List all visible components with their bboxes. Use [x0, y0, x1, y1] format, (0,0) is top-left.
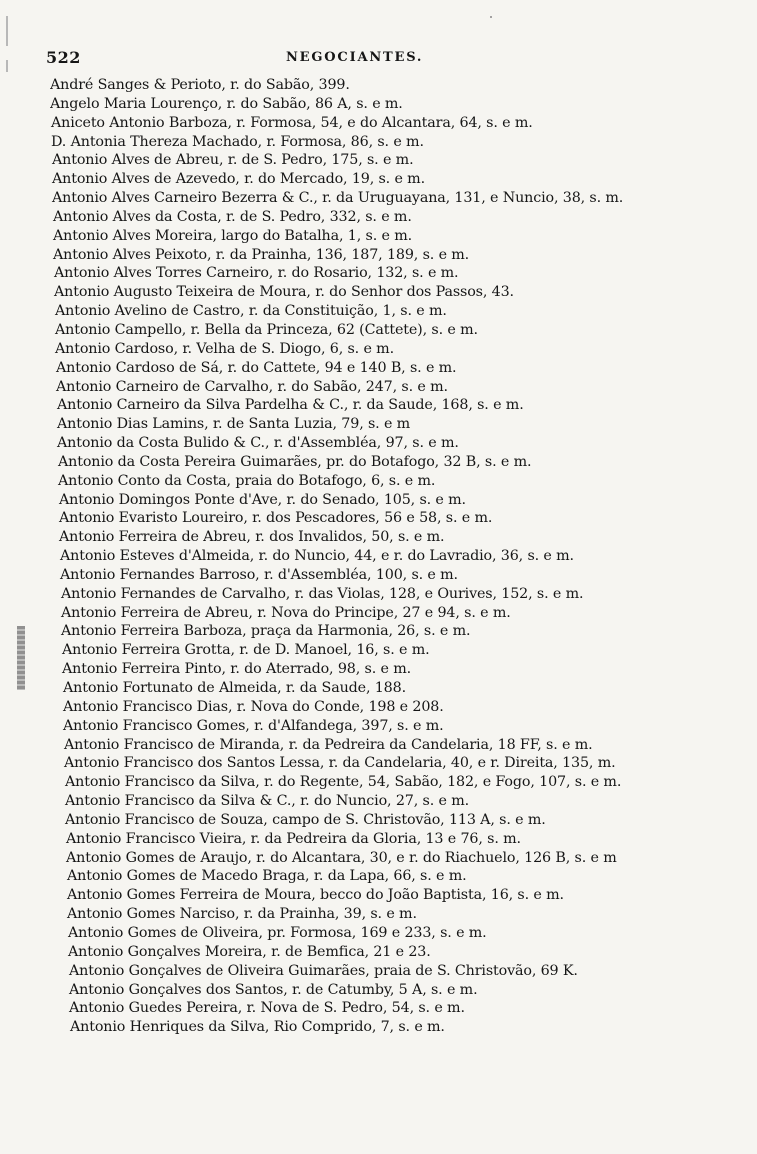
- directory-entry: Antonio Fortunato de Almeida, r. da Saude, 188.: [63, 680, 406, 696]
- directory-entry: Antonio Francisco da Silva & C., r. do Nuncio, 27, s. e m.: [65, 793, 469, 810]
- directory-entry: Antonio Francisco Dias, r. Nova do Conde, 198 e 208.: [63, 698, 444, 715]
- directory-entry: Antonio Conto da Costa, praia do Botafogo, 6, s. e m.: [58, 472, 436, 489]
- directory-entry: Antonio Ferreira de Abreu, r. Nova do Principe, 27 e 94, s. e m.: [61, 604, 511, 621]
- page-number: 522: [46, 48, 81, 67]
- directory-entry: Antonio da Costa Pereira Guimarães, pr. do Botafogo, 32 B, s. e m.: [58, 453, 532, 470]
- directory-entry: André Sanges & Perioto, r. do Sabão, 399.: [50, 77, 350, 93]
- directory-entry: Antonio Alves Peixoto, r. da Prainha, 136, 187, 189, s. e m.: [53, 246, 470, 263]
- directory-entry: Antonio Cardoso de Sá, r. do Cattete, 94 e 140 B, s. e m.: [56, 359, 457, 376]
- page-edge-mark: [6, 16, 8, 46]
- directory-entry: Antonio Carneiro de Carvalho, r. do Sabão, 247, s. e m.: [56, 378, 448, 395]
- directory-entry: Antonio Ferreira Grotta, r. de D. Manoel, 16, s. e m.: [62, 642, 430, 659]
- directory-entry: Antonio Gonçalves de Oliveira Guimarães, praia de S. Christovão, 69 K.: [69, 962, 578, 979]
- directory-entry: Antonio Gomes de Oliveira, pr. Formosa, 169 e 233, s. e m.: [68, 924, 487, 941]
- directory-entry: Antonio Carneiro da Silva Pardelha & C., r. da Saude, 168, s. e m.: [57, 397, 524, 414]
- directory-entry: Antonio Alves de Abreu, r. de S. Pedro, 175, s. e m.: [52, 152, 414, 169]
- directory-entry: Antonio Ferreira Pinto, r. do Aterrado, 98, s. e m.: [62, 661, 412, 678]
- directory-entry: Antonio Alves de Azevedo, r. do Mercado, 19, s. e m.: [52, 171, 425, 188]
- directory-entry: Antonio Alves da Costa, r. de S. Pedro, 332, s. e m.: [53, 208, 412, 225]
- directory-entry: Antonio Gonçalves dos Santos, r. de Catumby, 5 A, s. e m.: [69, 981, 478, 998]
- page-heading: NEGOCIANTES.: [286, 50, 424, 65]
- directory-entry: Antonio Gomes Ferreira de Moura, becco do João Baptista, 16, s. e m.: [67, 887, 564, 904]
- directory-entry: Antonio da Costa Bulido & C., r. d'Assembléa, 97, s. e m.: [57, 435, 459, 452]
- directory-entry: Antonio Francisco da Silva, r. do Regente, 54, Sabão, 182, e Fogo, 107, s. e m.: [65, 774, 622, 791]
- margin-stamp: [17, 626, 25, 690]
- directory-entry: Antonio Gomes Narciso, r. da Prainha, 39, s. e m.: [67, 906, 417, 923]
- directory-entry: Antonio Augusto Teixeira de Moura, r. do Senhor dos Passos, 43.: [54, 284, 514, 301]
- directory-entry: Antonio Francisco dos Santos Lessa, r. da Candelaria, 40, e r. Direita, 135, m.: [64, 755, 616, 772]
- directory-entry: Antonio Francisco de Miranda, r. da Pedreira da Candelaria, 18 FF, s. e m.: [64, 736, 593, 753]
- directory-entry: Antonio Fernandes Barroso, r. d'Assembléa, 100, s. e m.: [60, 566, 458, 583]
- directory-entry: Antonio Francisco Gomes, r. d'Alfandega, 397, s. e m.: [63, 717, 444, 734]
- directory-entry: Antonio Esteves d'Almeida, r. do Nuncio, 44, e r. do Lavradio, 36, s. e m.: [60, 548, 574, 565]
- directory-entry: Antonio Gomes de Araujo, r. do Alcantara, 30, e r. do Riachuelo, 126 B, s. e m: [66, 849, 617, 866]
- page-edge-mark: [6, 60, 8, 72]
- directory-entry: Antonio Gonçalves Moreira, r. de Bemfica, 21 e 23.: [68, 943, 431, 960]
- directory-entry: Antonio Gomes de Macedo Braga, r. da Lapa, 66, s. e m.: [67, 868, 467, 885]
- directory-entry: Antonio Alves Carneiro Bezerra & C., r. da Uruguayana, 131, e Nuncio, 38, s. m.: [52, 190, 624, 207]
- directory-entry: Antonio Guedes Pereira, r. Nova de S. Pedro, 54, s. e m.: [69, 1000, 465, 1017]
- directory-entry: Antonio Campello, r. Bella da Princeza, 62 (Cattete), s. e m.: [55, 321, 478, 338]
- directory-entry: Aniceto Antonio Barboza, r. Formosa, 54, e do Alcantara, 64, s. e m.: [51, 114, 533, 131]
- directory-entry: Antonio Alves Torres Carneiro, r. do Rosario, 132, s. e m.: [54, 265, 459, 282]
- merchant-list: [50, 76, 740, 1037]
- directory-entry: Antonio Evaristo Loureiro, r. dos Pescadores, 56 e 58, s. e m.: [59, 510, 493, 527]
- directory-entry: Antonio Francisco Vieira, r. da Pedreira da Gloria, 13 e 76, s. m.: [66, 830, 521, 847]
- directory-entry: Antonio Cardoso, r. Velha de S. Diogo, 6, s. e m.: [55, 340, 394, 357]
- speck: [490, 16, 492, 18]
- directory-entry: Angelo Maria Lourenço, r. do Sabão, 86 A, s. e m.: [50, 95, 403, 112]
- directory-entry: D. Antonia Thereza Machado, r. Formosa, 86, s. e m.: [51, 133, 424, 150]
- directory-entry: Antonio Ferreira de Abreu, r. dos Invalidos, 50, s. e m.: [59, 529, 445, 546]
- directory-entry: Antonio Ferreira Barboza, praça da Harmonia, 26, s. e m.: [61, 623, 471, 640]
- directory-entry: Antonio Domingos Ponte d'Ave, r. do Senado, 105, s. e m.: [59, 491, 466, 508]
- directory-entry: Antonio Henriques da Silva, Rio Comprido, 7, s. e m.: [70, 1019, 445, 1036]
- directory-entry: Antonio Dias Lamins, r. de Santa Luzia, 79, s. e m: [57, 416, 411, 433]
- directory-entry: Antonio Fernandes de Carvalho, r. das Violas, 128, e Ourives, 152, s. e m.: [61, 585, 584, 602]
- directory-entry: Antonio Alves Moreira, largo do Batalha, 1, s. e m.: [53, 227, 412, 244]
- directory-entry: Antonio Avelino de Castro, r. da Constituição, 1, s. e m.: [55, 303, 447, 320]
- directory-entry: Antonio Francisco de Souza, campo de S. Christovão, 113 A, s. e m.: [65, 811, 546, 828]
